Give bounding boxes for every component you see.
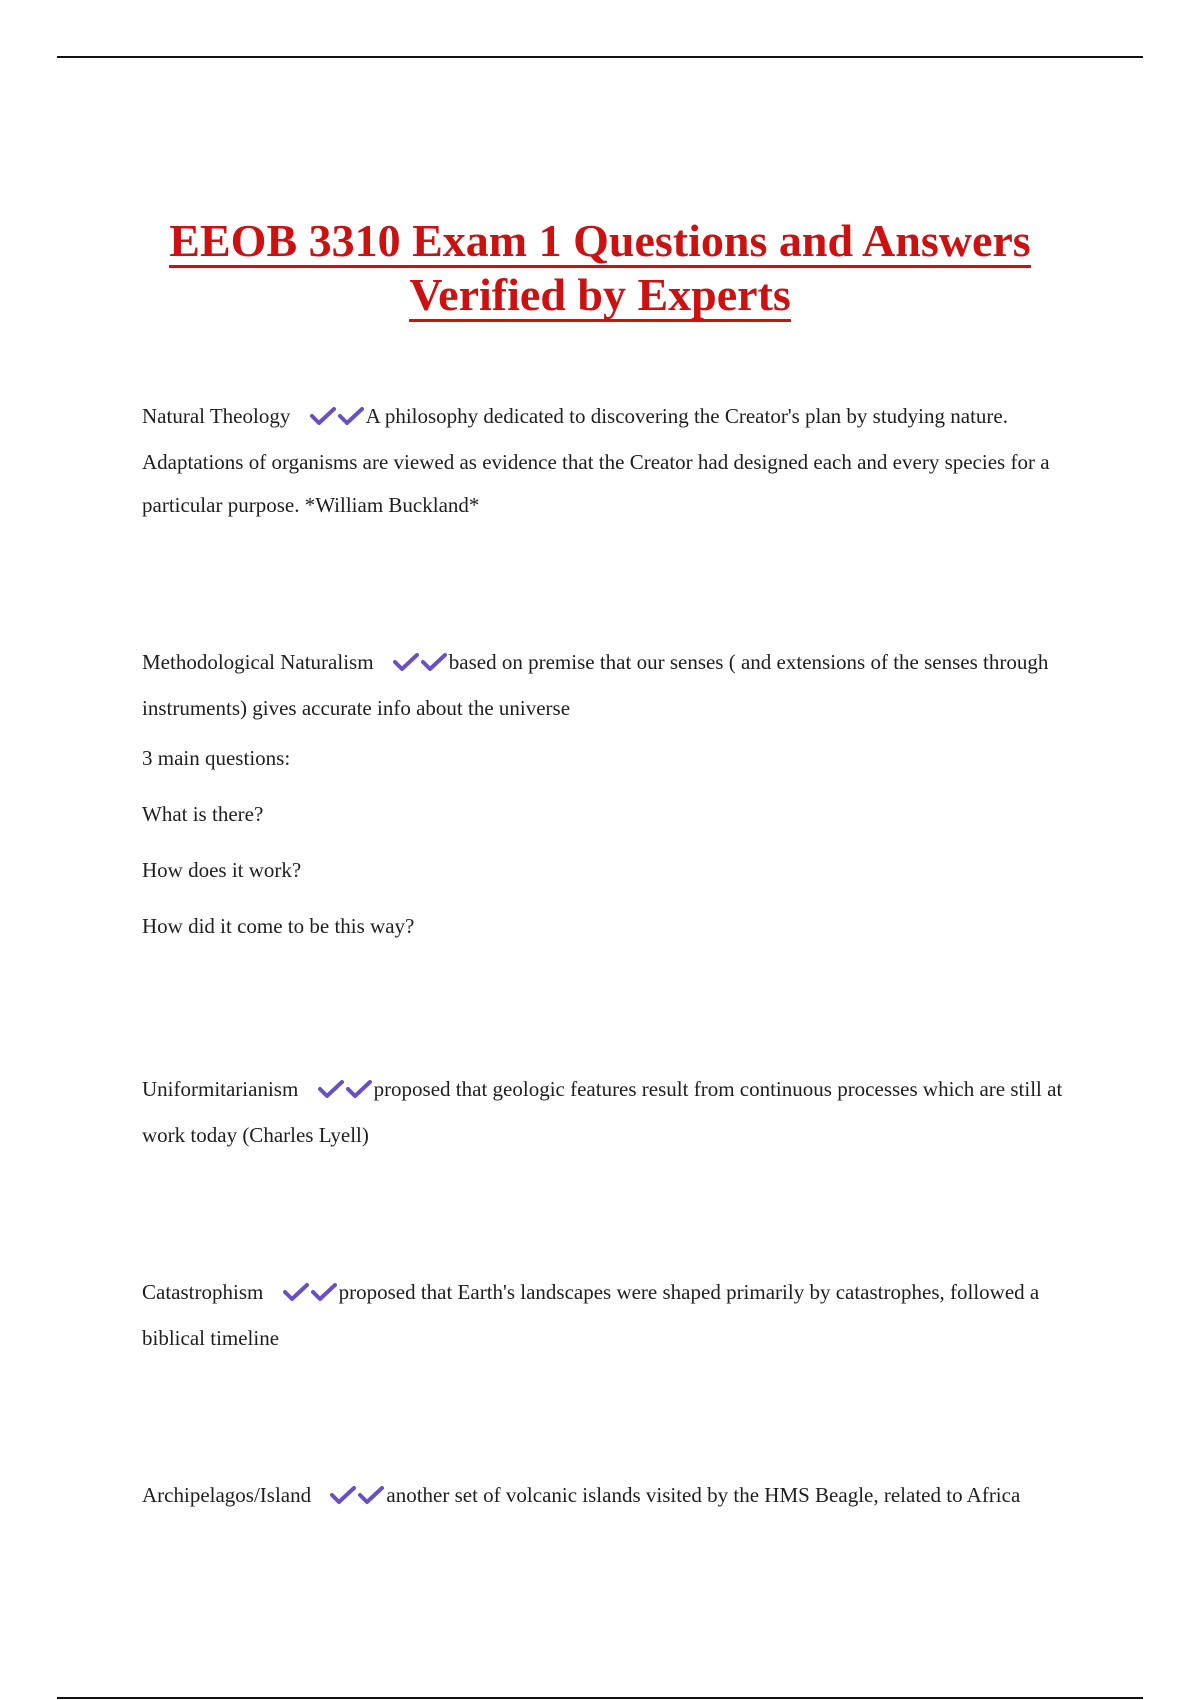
title-line-2: Verified by Experts [409, 269, 791, 320]
qa-entry [142, 1068, 1072, 1157]
extra-line: 3 main questions: [142, 746, 291, 770]
top-rule [57, 56, 1143, 58]
entry-term: Methodological Naturalism [142, 650, 374, 674]
entry-definition: proposed that Earth's landscapes were shaped primarily by catastrophes, followed a biblical timeline [142, 1280, 1040, 1350]
entry-definition: proposed that geologic features result from continuous processes which are still at work today (Charles Lyell) [142, 1077, 1063, 1147]
extra-line: What is there? [142, 802, 264, 826]
double-check-icon [283, 1274, 337, 1317]
entry-term: Archipelagos/Island [142, 1483, 312, 1507]
extra-line: How does it work? [142, 858, 302, 882]
entry-term: Natural Theology [142, 404, 291, 428]
qa-entry [142, 641, 1072, 954]
qa-entry [142, 395, 1072, 527]
double-check-icon [393, 644, 447, 687]
entry-definition: A philosophy dedicated to discovering the Creator's plan by studying nature. Adaptations of organisms are viewed as evidence that the Creator had designed each and every species for a particular purpose. *William Buckland* [142, 404, 1050, 517]
qa-entry [142, 1474, 1072, 1520]
qa-entry [142, 1271, 1072, 1360]
bottom-rule [57, 1697, 1143, 1699]
entry-term: Catastrophism [142, 1280, 264, 1304]
entry-extra-lines [142, 730, 1072, 954]
double-check-icon [318, 1071, 372, 1114]
qa-content [142, 395, 1072, 1520]
double-check-icon [310, 398, 364, 441]
entry-definition: based on premise that our senses ( and extensions of the senses through instruments) gives accurate info about the universe [142, 650, 1049, 720]
entry-term: Uniformitarianism [142, 1077, 299, 1101]
entry-definition: another set of volcanic islands visited by the HMS Beagle, related to Africa [386, 1483, 1021, 1507]
extra-line: How did it come to be this way? [142, 914, 415, 938]
double-check-icon [330, 1477, 384, 1520]
page-title [100, 214, 1100, 322]
title-line-1: EEOB 3310 Exam 1 Questions and Answers [169, 215, 1031, 266]
